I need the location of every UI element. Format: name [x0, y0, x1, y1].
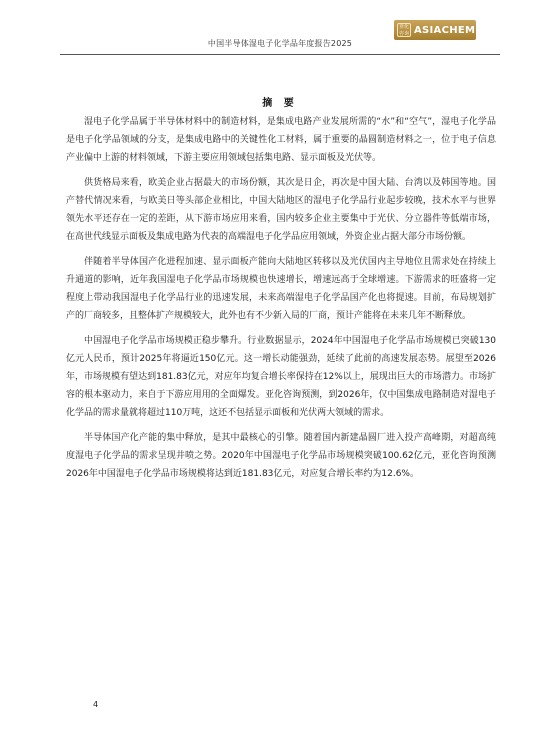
logo-seal-icon: 亚化 咨询 — [398, 24, 409, 37]
asiachem-logo — [394, 20, 476, 40]
paragraph-2: 供货格局来看，欧美企业占据最大的市场份额，其次是日企，再次是中国大陆、台湾以及韩国等地。国产替代情况来看，与欧美日等头部企业相比，中国大陆地区的湿电子化学品行业起步较晚，技术水平与世界领先水平还存在一定的差距，从下游市场应用来看，国内较多企业主要集中于光伏、分立器件等低端市场，在高世代线显示面板及集成电路为代表的高端湿电子化学品应用领域，外资企业占据大部分市场份额。 — [66, 178, 496, 242]
logo-text: ASIACHEM — [414, 24, 476, 36]
paragraph-1: 湿电子化学品属于半导体材料中的制造材料，是集成电路产业发展所需的“水”和“空气”，湿电子化学品是电子化学品领域的分支，是集成电路中的关键性化工材料，属于重要的晶圆制造材料之一，位于电子信息产业偏中上游的材料领域，下游主要应用领域包括集电路、显示面板及光伏等。 — [66, 117, 496, 163]
page-header — [0, 0, 560, 60]
report-title: 中国半导体湿电子化学品年度报告2025 — [207, 39, 353, 48]
paragraph-5: 半导体国产化产能的集中释放，是其中最核心的引擎。随着国内新建晶圆厂进入投产高峰期，对超高纯度湿电子化学品的需求呈现井喷之势。2020年中国湿电子化学品市场规模突破100.62亿元，亚化咨询预测2026年中国湿电子化学品市场规模将达到近181.83亿元，对应复合增长率约为12.6%。 — [66, 433, 496, 479]
section-title: 摘 要 — [262, 98, 298, 109]
paragraph-3: 伴随着半导体国产化进程加速、显示面板产能向大陆地区转移以及光伏国内主导地位且需求处在持续上升通道的影响，近年我国湿电子化学品市场规模也快速增长，增速远高于全球增速。下游需求的旺盛将一定程度上带动我国湿电子化学品行业的迅速发展，未来高端湿电子化学品国产化也将提速。目前，布局规划扩产的厂商较多，且整体扩产规模较大，此外也有不少新入局的厂商，预计产能将在未来几年不断释放。 — [66, 257, 496, 321]
body-content — [66, 113, 496, 490]
paragraph-4: 中国湿电子化学品市场规模正稳步攀升。行业数据显示，2024年中国湿电子化学品市场规模已突破130亿元人民币，预计2025年将逼近150亿元。这一增长动能强劲，延续了此前的高速发展态势。展望至2026年，市场规模有望达到181.83亿元，对应年均复合增长率保持在12%以上，展现出巨大的市场潜力。市场扩容的根本驱动力，来自于下游应用用的全面爆发。亚化咨询预测，到2026年，仅中国集成电路制造对湿电子化学品的需求量就将超过110万吨，这还不包括显示面板和光伏两大领域的需求。 — [66, 336, 496, 418]
header-divider — [60, 54, 500, 55]
page-number: 4 — [93, 700, 99, 709]
